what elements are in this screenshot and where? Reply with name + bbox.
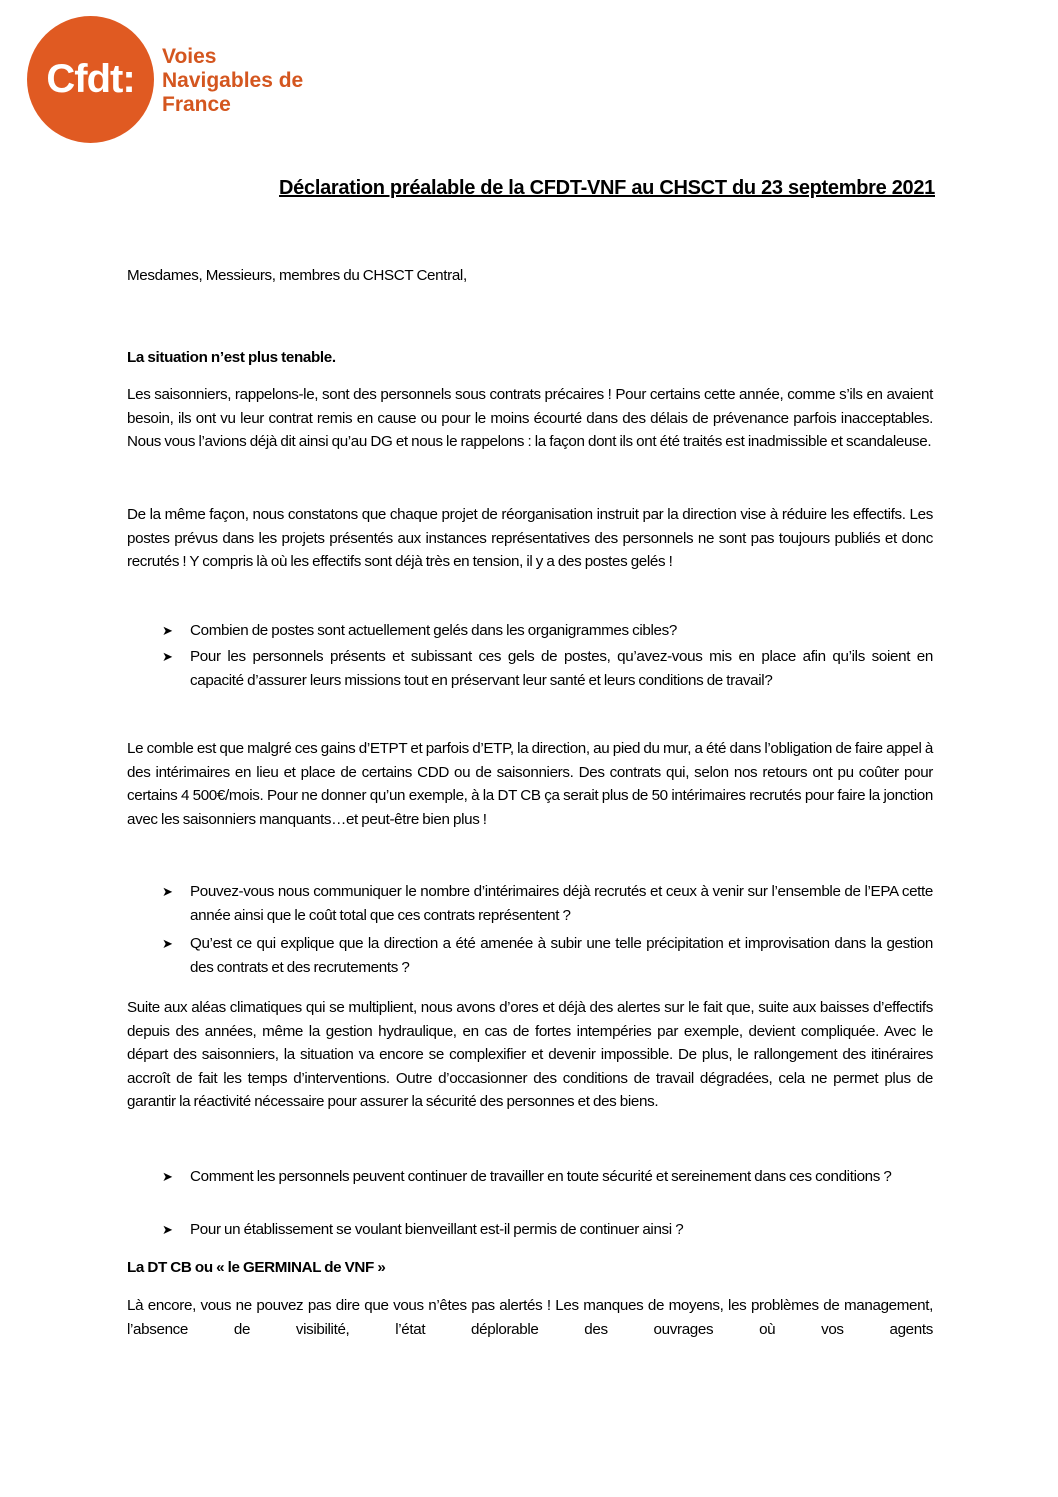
paragraph-reorganisation: De la même façon, nous constatons que chaque projet de réorganisation instruit par la direction vise à réduire les effectifs. Les postes prévus dans les projets présentés aux instances représentatives des personnels ne sont pas toujours publiés et donc recrutés ! Y compris là où les effectifs sont déjà très en tension, il y a des postes gelés ! xyxy=(127,506,933,570)
bullet-text: Combien de postes sont actuellement gelés dans les organigrammes cibles? xyxy=(190,622,677,639)
paragraph-aleas-climatiques: Suite aux aléas climatiques qui se multiplient, nous avons d’ores et déjà des alertes sur le fait que, suite aux baisses d’effectifs depuis des années, même la gestion hydraulique, en cas de fortes intempéries par exemple, devient compliquée. Avec le départ des saisonniers, la situation va encore se complexifier et devenir impossible. De plus, le rallongement des itinéraires accroît de fait les temps d’interventions. Outre d’occasionner des conditions de travail dégradées, cela ne permet plus de garantir la réactivité nécessaire pour assurer la sécurité des personnes et des biens. xyxy=(127,999,933,1110)
cfdt-logo xyxy=(27,16,154,143)
bullet-text: Comment les personnels peuvent continuer de travailler en toute sécurité et sereinement dans ces conditions ? xyxy=(190,1168,892,1185)
arrow-bullet-icon: ➤ xyxy=(162,936,173,951)
arrow-bullet-icon: ➤ xyxy=(162,1169,173,1184)
arrow-bullet-icon: ➤ xyxy=(162,884,173,899)
arrow-bullet-icon: ➤ xyxy=(162,1222,173,1237)
paragraph-interimaires: Le comble est que malgré ces gains d’ETPT et parfois d’ETP, la direction, au pied du mur, a été dans l’obligation de faire appel à des intérimaires en lieu et place de certains CDD ou de saisonniers. Des contrats qui, selon nos retours ont pu coûter pour certains 4 500€/mois. Pour ne donner qu’un exemple, à la DT CB ça serait plus de 50 intérimaires recrutés pour faire la jonction avec les saisonniers manquants…et peut-être bien plus ! xyxy=(127,740,933,828)
logo-mark: Cfdt: xyxy=(46,57,135,101)
arrow-bullet-icon: ➤ xyxy=(162,623,173,638)
logo-line-3: France xyxy=(162,93,231,116)
bullet-text: Pouvez-vous nous communiquer le nombre d’intérimaires déjà recrutés et ceux à venir sur l’ensemble de l’EPA cette année ainsi que le coût total que ces contrats représentent ? xyxy=(190,883,933,924)
logo-organization-name xyxy=(162,45,303,117)
paragraph-saisonniers: Les saisonniers, rappelons-le, sont des personnels sous contrats précaires ! Pour certains cette année, comme s’ils en avaient besoin, ils ont vu leur contrat remis en cause ou pour le moins écourté dans des délais de prévenance parfois inacceptables. Nous vous l’avions déjà dit ainsi qu’au DG et nous le rappelons : la façon dont ils ont été traités est inadmissible et scandaleuse. xyxy=(127,386,933,450)
document-title: Déclaration préalable de la CFDT-VNF au CHSCT du 23 septembre 2021 xyxy=(279,177,935,199)
bullet-text: Qu’est ce qui explique que la direction a été amenée à subir une telle précipitation et improvisation dans la gestion des contrats et des recrutements ? xyxy=(190,935,933,976)
logo-line-1: Voies xyxy=(162,45,217,68)
salutation: Mesdames, Messieurs, membres du CHSCT Central, xyxy=(127,267,467,284)
section-heading-situation: La situation n’est plus tenable. xyxy=(127,349,336,366)
section-heading-germinal: La DT CB ou « le GERMINAL de VNF » xyxy=(127,1259,386,1276)
bullet-text: Pour les personnels présents et subissant ces gels de postes, qu’avez-vous mis en place afin qu’ils soient en capacité d’assurer leurs missions tout en préservant leur santé et leurs conditions de travail? xyxy=(190,648,933,689)
logo-line-2: Navigables de xyxy=(162,69,304,92)
arrow-bullet-icon: ➤ xyxy=(162,649,173,664)
bullet-text: Pour un établissement se voulant bienveillant est-il permis de continuer ainsi ? xyxy=(190,1221,684,1238)
paragraph-dt-cb: Là encore, vous ne pouvez pas dire que vous n’êtes pas alertés ! Les manques de moyens, les problèmes de management, l’absence de visibilité, l’état déplorable des ouvrages où vos agents xyxy=(127,1297,933,1338)
